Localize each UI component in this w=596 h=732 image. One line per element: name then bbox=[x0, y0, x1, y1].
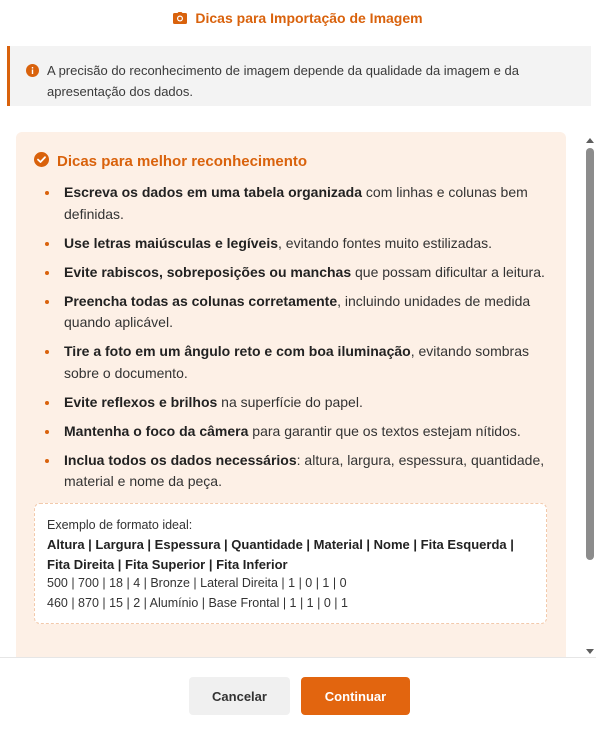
tip-emphasis: Preencha todas as colunas corretamente bbox=[64, 292, 338, 309]
list-item bbox=[34, 392, 548, 414]
tip-text: na superfície do papel. bbox=[217, 393, 363, 410]
tips-list bbox=[34, 182, 548, 493]
dialog-footer bbox=[0, 657, 596, 732]
tip-emphasis: Mantenha o foco da câmera bbox=[64, 422, 249, 439]
tip-emphasis: Tire a foto em um ângulo reto e com boa iluminação bbox=[64, 343, 411, 359]
bullet-icon bbox=[45, 350, 49, 354]
list-item bbox=[34, 450, 548, 493]
list-item bbox=[34, 341, 548, 384]
tip-text: , evitando sombras sobre o documento. bbox=[64, 343, 529, 381]
tips-panel bbox=[16, 132, 566, 672]
tip-text: , evitando fontes muito estilizadas. bbox=[278, 234, 493, 251]
bullet-icon bbox=[45, 430, 49, 434]
list-item bbox=[34, 291, 548, 334]
tip-text: : altura, largura, espessura, quantidade, material e nome da peça. bbox=[64, 451, 545, 489]
tips-title: Dicas para melhor reconhecimento bbox=[57, 152, 308, 170]
tip-text: para garantir que os textos estejam nítidos. bbox=[248, 422, 521, 439]
tip-emphasis: Escreva os dados em uma tabela organizada bbox=[64, 184, 363, 200]
tips-heading bbox=[34, 150, 548, 172]
list-item bbox=[34, 182, 548, 225]
bullet-icon bbox=[45, 459, 49, 463]
example-row: 460 | 870 | 15 | 2 | Alumínio | Base Frontal | 1 | 1 | 0 | 1 bbox=[47, 595, 348, 610]
dialog-title: Dicas para Importação de Imagem bbox=[195, 10, 423, 26]
bullet-icon bbox=[45, 191, 49, 195]
scroll-down-arrow-icon[interactable] bbox=[586, 649, 594, 654]
bullet-icon bbox=[45, 401, 49, 405]
tip-emphasis: Inclua todos os dados necessários bbox=[64, 451, 297, 468]
vertical-scrollbar[interactable] bbox=[585, 136, 596, 656]
tip-text: com linhas e colunas bem definidas. bbox=[64, 184, 528, 222]
camera-icon bbox=[173, 12, 187, 24]
dialog-header bbox=[0, 0, 596, 36]
tip-text: que possam dificultar a leitura. bbox=[351, 263, 545, 280]
bullet-icon bbox=[45, 271, 49, 275]
info-notice bbox=[7, 46, 591, 106]
info-text: A precisão do reconhecimento de imagem depende da qualidade da imagem e da apresentação dos dados. bbox=[47, 63, 519, 99]
scroll-up-arrow-icon[interactable] bbox=[586, 138, 594, 143]
example-header-row: Altura | Largura | Espessura | Quantidade | Material | Nome | Fita Esquerda | Fita Direita | Fita Superior | Fita Inferior bbox=[47, 537, 514, 572]
tip-emphasis: Evite rabiscos, sobreposições ou manchas bbox=[64, 263, 352, 280]
bullet-icon bbox=[45, 300, 49, 304]
continue-button[interactable]: Continuar bbox=[301, 677, 410, 715]
check-circle-icon bbox=[34, 152, 49, 171]
example-row: 500 | 700 | 18 | 4 | Bronze | Lateral Direita | 1 | 0 | 1 | 0 bbox=[47, 576, 347, 590]
list-item bbox=[34, 233, 548, 255]
example-label: Exemplo de formato ideal: bbox=[47, 517, 193, 532]
list-item bbox=[34, 262, 548, 284]
cancel-button[interactable]: Cancelar bbox=[189, 677, 290, 715]
tip-text: , incluindo unidades de medida quando aplicável. bbox=[64, 292, 531, 330]
tip-emphasis: Evite reflexos e brilhos bbox=[64, 393, 218, 410]
list-item bbox=[34, 421, 548, 443]
scrollbar-thumb[interactable] bbox=[586, 148, 594, 560]
example-format-box bbox=[34, 503, 547, 625]
info-icon bbox=[26, 62, 39, 106]
tip-emphasis: Use letras maiúsculas e legíveis bbox=[64, 234, 279, 251]
bullet-icon bbox=[45, 242, 49, 246]
